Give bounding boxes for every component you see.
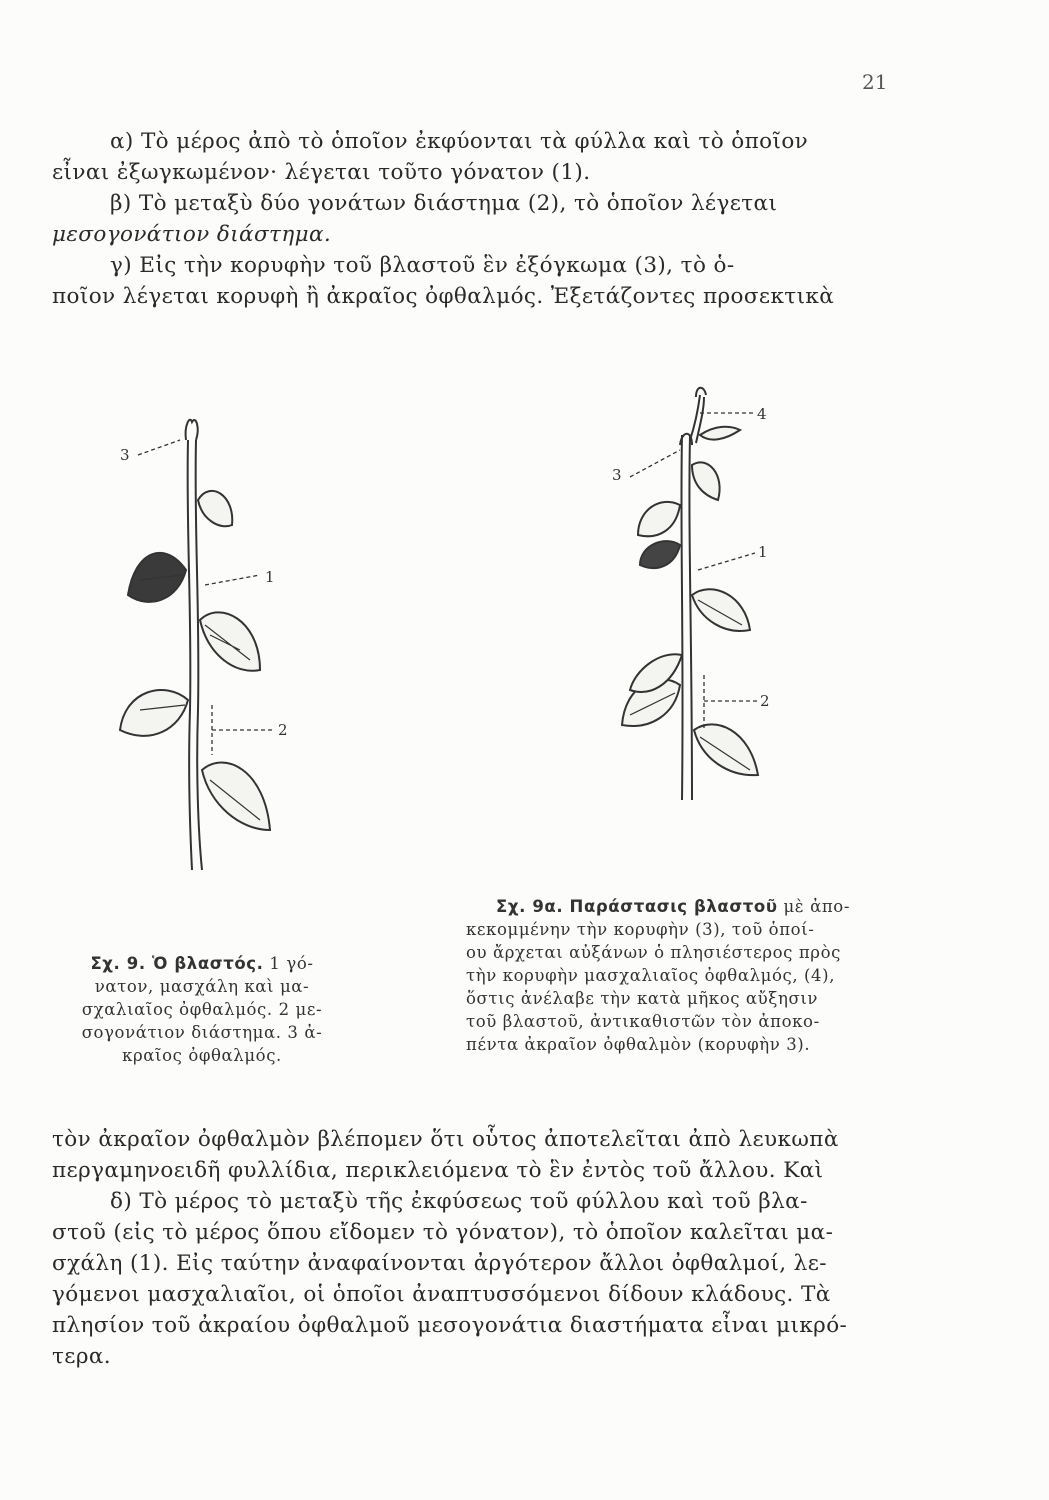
caption-text: 1 γό- xyxy=(269,954,314,973)
caption-text: ὅστις ἀνέλαβε τὴν κατὰ μῆκος αὔξησιν xyxy=(466,989,819,1008)
caption-text: πέντα ἀκραῖον ὀφθαλμὸν (κορυφὴν 3). xyxy=(466,1035,811,1054)
figure-label: 3 xyxy=(612,466,622,484)
text-line: α) Τὸ μέρος ἀπὸ τὸ ὁποῖον ἐκφύονται τὰ φύλλα καὶ τὸ ὁποῖον xyxy=(110,129,809,154)
caption-text: κεκομμένην τὴν κορυφὴν (3), τοῦ ὁποί- xyxy=(466,920,815,939)
caption-lead: Σχ. 9α. Παράστασις βλαστοῦ xyxy=(496,897,778,916)
caption-text: σχαλιαῖος ὀφθαλμός. 2 με- xyxy=(81,1000,323,1019)
caption-text: μὲ ἀπο- xyxy=(783,897,851,916)
text-line: περγαμηνοειδῆ φυλλίδια, περικλειόμενα τὸ ἓν ἐντὸς τοῦ ἄλλου. Καὶ xyxy=(52,1158,824,1183)
text-line: δ) Τὸ μέρος τὸ μεταξὺ τῆς ἐκφύσεως τοῦ φύλλου καὶ τοῦ βλα- xyxy=(110,1189,808,1214)
text-line: εἶναι ἐξωγκωμένον· λέγεται τοῦτο γόνατον (1). xyxy=(52,160,591,185)
leaf-dark xyxy=(128,553,186,602)
bud-tip xyxy=(696,388,706,397)
caption-lead: Σχ. 9. Ὁ βλαστός. xyxy=(90,954,264,973)
caption-text: σογονάτιον διάστημα. 3 ἀ- xyxy=(81,1023,323,1042)
caption-text: τὴν κορυφὴν μασχαλιαῖος ὀφθαλμός, (4), xyxy=(466,966,836,985)
leaf xyxy=(200,612,260,670)
text-line: τερα. xyxy=(52,1344,112,1369)
leaf xyxy=(694,724,758,775)
caption-text: κραῖος ὀφθαλμός. xyxy=(122,1046,282,1065)
leaf xyxy=(120,690,188,736)
text-line: γόμενοι μασχαλιαῖοι, οἱ ὁποῖοι ἀναπτυσσόμενοι δίδουν κλάδους. Τὰ xyxy=(52,1282,831,1307)
text-line: στοῦ (εἰς τὸ μέρος ὅπου εἴδομεν τὸ γόνατον), τὸ ὁποῖον καλεῖται μα- xyxy=(52,1220,834,1245)
figure-label: 2 xyxy=(278,721,288,739)
leaf-dark xyxy=(640,541,680,568)
stem-outline xyxy=(689,435,692,800)
figure-9a-illustration xyxy=(600,385,820,805)
stem xyxy=(681,435,682,800)
text-line: μεσογονάτιον διάστημα. xyxy=(52,222,332,247)
figure-9a-caption xyxy=(466,895,916,1056)
figure-label: 2 xyxy=(760,692,770,710)
text-line: ποῖον λέγεται κορυφὴ ἢ ἀκραῖος ὀφθαλμός. Ἐξετάζοντες προσεκτικὰ xyxy=(52,284,835,309)
text-line: β) Τὸ μεταξὺ δύο γονάτων διάστημα (2), τὸ ὁποῖον λέγεται xyxy=(110,191,778,216)
intro-paragraph xyxy=(52,126,897,312)
body-paragraph xyxy=(52,1124,897,1372)
text-line: σχάλη (1). Εἰς ταύτην ἀναφαίνονται ἀργότερον ἄλλοι ὀφθαλμοί, λε- xyxy=(52,1251,827,1276)
leaf xyxy=(700,427,740,440)
text-line: τὸν ἀκραῖον ὀφθαλμὸν βλέπομεν ὅτι οὗτος ἀποτελεῖται ἀπὸ λευκωπὰ xyxy=(52,1127,839,1152)
page-number: 21 xyxy=(862,70,888,94)
caption-text: τοῦ βλαστοῦ, ἀντικαθιστῶν τὸν ἀποκο- xyxy=(466,1012,820,1031)
figure-9-illustration xyxy=(110,410,310,880)
text-line: πλησίον τοῦ ἀκραίου ὀφθαλμοῦ μεσογονάτια διαστήματα εἶναι μικρό- xyxy=(52,1313,848,1338)
figure-label: 3 xyxy=(120,446,130,464)
caption-text: νατον, μασχάλη καὶ μα- xyxy=(94,977,310,996)
bud-tip xyxy=(186,420,198,440)
leaf xyxy=(638,502,680,536)
stem xyxy=(188,440,192,870)
text-line: γ) Εἰς τὴν κορυφὴν τοῦ βλαστοῦ ἓν ἐξόγκωμα (3), τὸ ὁ- xyxy=(110,253,735,278)
caption-text: ου ἄρχεται αὐξάνων ὁ πλησιέστερος πρὸς xyxy=(466,943,841,962)
figure-9-caption xyxy=(52,952,352,1067)
figure-label: 1 xyxy=(758,543,768,561)
figure-label: 4 xyxy=(757,405,767,423)
leaf xyxy=(198,491,232,526)
figure-label: 1 xyxy=(265,568,275,586)
leaf xyxy=(692,462,720,500)
